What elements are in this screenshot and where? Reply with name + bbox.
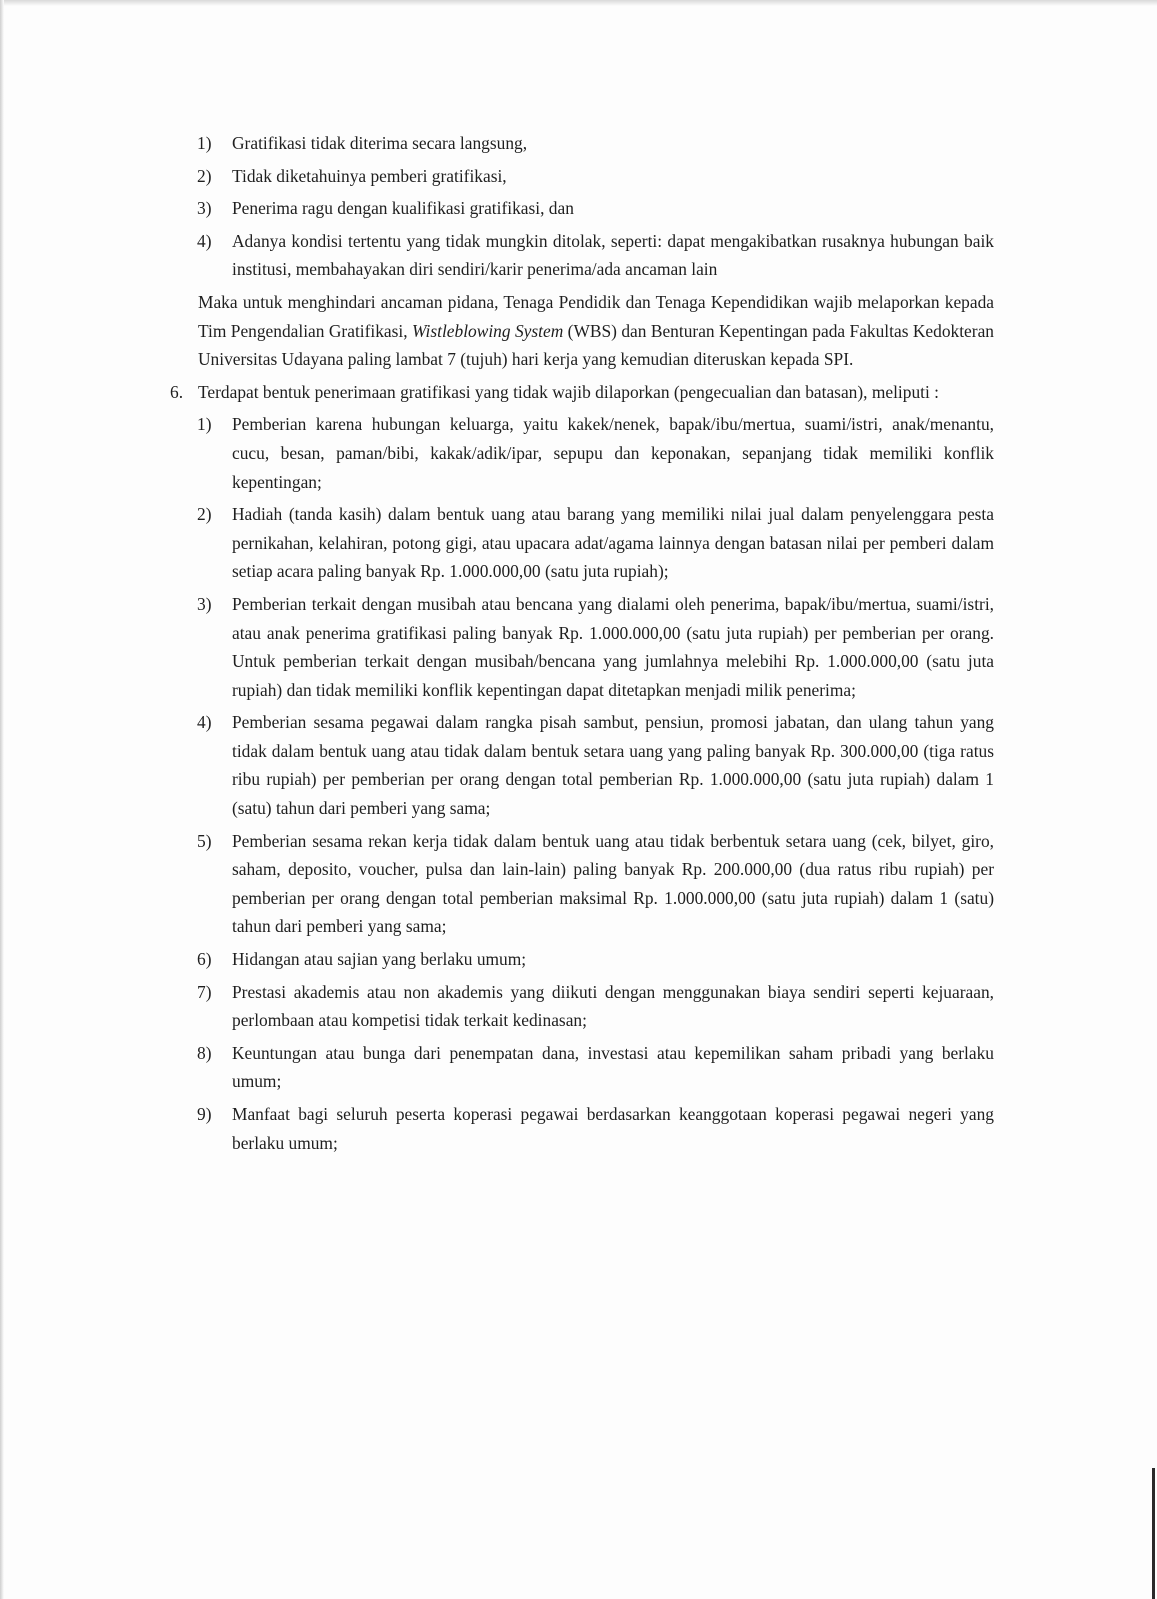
list-item (170, 590, 994, 704)
list-item (170, 708, 994, 822)
item-number: 6. (170, 381, 184, 402)
list-number: 7) (197, 981, 212, 1002)
list-number: 6) (197, 949, 212, 970)
paragraph-text-before: Maka untuk menghindari ancaman pidana, Tenaga Pendidik dan Tenaga Kependidikan wajib melaporkan kepada Tim Pengendalian Gratifikasi, (198, 291, 994, 341)
list-text: Manfaat bagi seluruh peserta koperasi pegawai berdasarkan keanggotaan koperasi pegawai negeri yang berlaku umum; (232, 1104, 994, 1153)
numbered-item-6 (170, 378, 994, 407)
list-text: Hadiah (tanda kasih) dalam bentuk uang atau barang yang memiliki nilai jual dalam penyelenggara pesta pernikahan, kelahiran, potong gigi, atau upacara adat/agama lainnya dengan batasan nilai per pemberi dalam setiap acara paling banyak Rp. 1.000.000,00 (satu juta rupiah); (232, 504, 994, 582)
list-item (170, 827, 994, 941)
scan-right-edge-mark (1152, 1468, 1155, 1599)
item-text: Terdapat bentuk penerimaan gratifikasi yang tidak wajib dilaporkan (pengecualian dan batasan), meliputi : (198, 381, 939, 402)
list-text: Adanya kondisi tertentu yang tidak mungkin ditolak, seperti: dapat mengakibatkan rusaknya hubungan baik institusi, membahayakan diri sendiri/karir penerima/ada ancaman lain (232, 230, 994, 280)
list-text: Pemberian karena hubungan keluarga, yaitu kakek/nenek, bapak/ibu/mertua, suami/istri, anak/menantu, cucu, besan, paman/bibi, kakak/adik/ipar, sepupu dan keponakan, sepanjang tidak memiliki konflik kepentingan; (232, 414, 994, 492)
list-item (170, 945, 994, 974)
list-number: 4) (197, 230, 212, 251)
list-text: Keuntungan atau bunga dari penempatan dana, investasi atau kepemilikan saham pribadi yang berlaku umum; (232, 1042, 994, 1092)
list-number: 2) (197, 165, 212, 186)
list-text: Pemberian sesama pegawai dalam rangka pisah sambut, pensiun, promosi jabatan, dan ulang tahun yang tidak dalam bentuk uang atau tidak dalam bentuk setara uang yang paling banyak Rp. 300.000,00 (tiga ratus ribu rupiah) per pemberian per orang dengan total pemberian Rp. 1.000.000,00 (satu juta rupiah) dalam 1 (satu) tahun dari pemberi yang sama; (232, 712, 994, 819)
list-item (170, 1100, 994, 1157)
paragraph-italic-term: Wistleblowing System (412, 320, 564, 341)
list-text: Pemberian terkait dengan musibah atau bencana yang dialami oleh penerima, bapak/ibu/mertua, suami/istri, atau anak penerima gratifikasi paling banyak Rp. 1.000.000,00 (satu juta rupiah) per pemberian per orang. Untuk pemberian terkait dengan musibah/bencana yang jumlahnya melebihi Rp. 1.000.000,00 (satu juta rupiah) dan tidak memiliki konflik kepentingan dapat ditetapkan menjadi milik penerima; (232, 593, 994, 700)
list-item (170, 410, 994, 496)
list-text: Prestasi akademis atau non akademis yang diikuti dengan menggunakan biaya sendiri seperti kejuaraan, perlombaan atau kompetisi tidak terkait kedinasan; (232, 981, 994, 1031)
scan-top-edge (0, 0, 1157, 6)
scan-left-edge (0, 0, 4, 1599)
list-number: 8) (197, 1042, 212, 1063)
list-text: Pemberian sesama rekan kerja tidak dalam bentuk uang atau tidak berbentuk setara uang (cek, bilyet, giro, saham, deposito, voucher, pulsa dan lain-lain) paling banyak Rp. 200.000,00 (dua ratus ribu rupiah) per pemberian per orang dengan total pemberian maksimal Rp. 1.000.000,00 (satu juta rupiah) dalam 1 (satu) tahun dari pemberi yang sama; (232, 830, 994, 937)
list-number: 3) (197, 593, 212, 614)
list-text: Tidak diketahuinya pemberi gratifikasi, (232, 165, 507, 186)
list-text: Gratifikasi tidak diterima secara langsung, (232, 133, 528, 153)
list-item (170, 162, 994, 191)
list-number: 5) (197, 830, 212, 851)
list-text: Penerima ragu dengan kualifikasi gratifikasi, dan (232, 198, 574, 219)
paragraph-text-after: (WBS) dan Benturan Kepentingan pada Fakultas Kedokteran Universitas Udayana paling lambat 7 (tujuh) hari kerja yang kemudian diteruskan kepada SPI. (198, 320, 994, 370)
list-number: 9) (197, 1104, 212, 1124)
document-body (170, 129, 994, 1161)
list-item (170, 227, 994, 284)
list-item (170, 194, 994, 223)
list-number: 4) (197, 712, 212, 733)
list-number: 2) (197, 504, 212, 525)
list-text: Hidangan atau sajian yang berlaku umum; (232, 949, 527, 970)
list-item (170, 978, 994, 1035)
list-item (170, 1039, 994, 1096)
reporting-paragraph (170, 288, 994, 374)
list-number: 3) (197, 198, 212, 219)
list-item (170, 500, 994, 586)
list-item (170, 129, 994, 158)
list-number: 1) (197, 133, 212, 153)
list-number: 1) (197, 414, 212, 435)
